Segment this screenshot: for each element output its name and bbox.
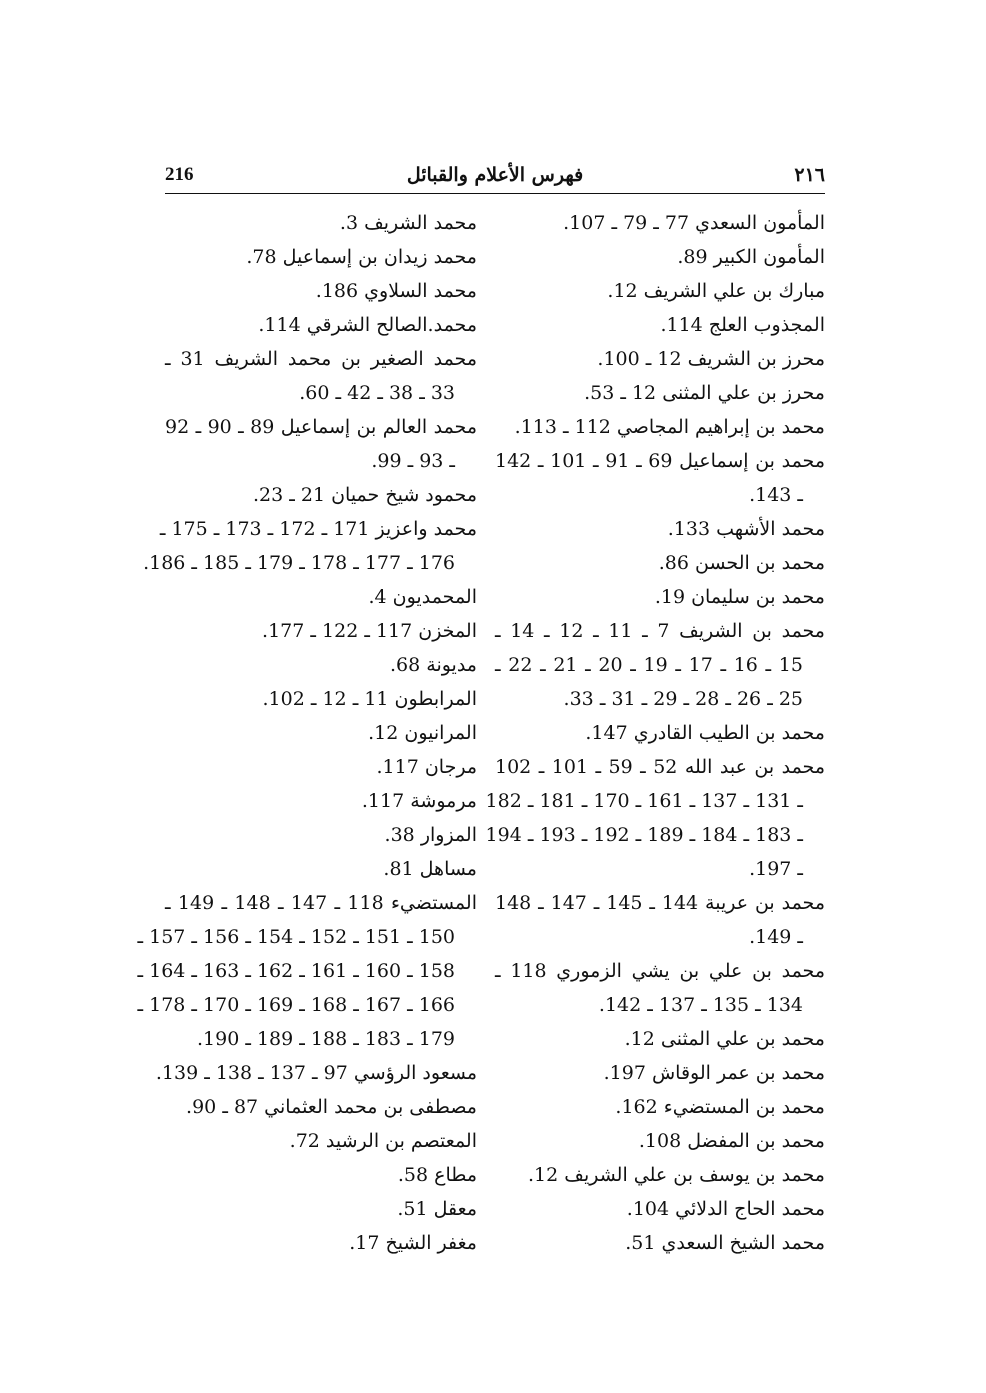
index-entry-continuation: 179 ـ 183 ـ 188 ـ 189 ـ 190. xyxy=(197,1028,455,1050)
index-entry: محمد زيدان بن إسماعيل 78. xyxy=(246,246,477,268)
index-entry: محمد بن الشريف 7 ـ 11 ـ 12 ـ 14 ـ xyxy=(495,620,825,642)
index-entry: مطاع 58. xyxy=(397,1164,477,1186)
index-entry: محمد بن عبد الله 52 ـ 59 ـ 101 ـ 102 xyxy=(495,756,825,778)
index-entry: محمد الأشهب 133. xyxy=(667,518,825,540)
index-entry: محمد بن إسماعيل 69 ـ 91 ـ 101 ـ 142 xyxy=(495,450,825,472)
index-entry-continuation: 33 ـ 38 ـ 42 ـ 60. xyxy=(299,382,455,404)
index-entry: محمد بن يوسف بن علي الشريف 12. xyxy=(528,1164,825,1186)
index-entry-continuation: ـ 197. xyxy=(749,858,803,880)
index-entry: المرابطون 11 ـ 12 ـ 102. xyxy=(262,688,477,710)
index-entry: محمد بن الطيب القادري 147. xyxy=(585,722,825,744)
page-number-arabic: ٢١٦ xyxy=(794,164,825,186)
index-entry-continuation: 15 ـ 16 ـ 17 ـ 19 ـ 20 ـ 21 ـ 22 ـ xyxy=(495,654,803,676)
index-entry: المأمون السعدي 77 ـ 79 ـ 107. xyxy=(563,212,825,234)
index-entry: محمد الشريف 3. xyxy=(339,212,477,234)
index-entry: محمد الصغير بن محمد الشريف 31 ـ xyxy=(165,348,477,370)
index-entry-continuation: ـ 143. xyxy=(749,484,803,506)
index-entry: مصطفى بن محمد العثماني 87 ـ 90. xyxy=(186,1096,477,1118)
index-column-left xyxy=(137,206,478,1260)
index-entry-continuation: 158 ـ 160 ـ 161 ـ 162 ـ 163 ـ 164 ـ xyxy=(137,960,455,982)
index-entry: محمد بن إبراهيم المجاصي 112 ـ 113. xyxy=(514,416,825,438)
page-title: فهرس الأعلام والقبائل xyxy=(406,164,584,186)
index-entry-continuation: 134 ـ 135 ـ 137 ـ 142. xyxy=(598,994,803,1016)
index-entry: محمد الشيخ السعدي 51. xyxy=(625,1232,825,1254)
index-entry: محرز بن الشريف 12 ـ 100. xyxy=(597,348,825,370)
index-entry: المأمون الكبير 89. xyxy=(677,246,825,268)
index-entry: المخزن 117 ـ 122 ـ 177. xyxy=(262,620,477,642)
index-entry: المزوار 38. xyxy=(384,824,477,846)
index-entry: مساهل 81. xyxy=(383,858,477,880)
index-entry-continuation: ـ 93 ـ 99. xyxy=(371,450,455,472)
index-entry-continuation: 150 ـ 151 ـ 152 ـ 154 ـ 156 ـ 157 ـ xyxy=(137,926,455,948)
index-entry: محمد بن علي المثنى 12. xyxy=(624,1028,825,1050)
index-entry: المرانيون 12. xyxy=(368,722,477,744)
index-entry-continuation: ـ 149. xyxy=(749,926,803,948)
index-entry: مسعود الرؤسي 97 ـ 137 ـ 138 ـ 139. xyxy=(155,1062,477,1084)
index-entry: محمد الحاج الدلائي 104. xyxy=(626,1198,825,1220)
page-number-latin: 216 xyxy=(165,164,194,185)
index-entry-continuation: 166 ـ 167 ـ 168 ـ 169 ـ 170 ـ 178 ـ xyxy=(137,994,455,1016)
index-entry: مغفر الشيخ 17. xyxy=(349,1232,477,1254)
index-entry: محمد بن المفضل 108. xyxy=(638,1130,825,1152)
index-entry: محمد بن عمر الوقاش 197. xyxy=(603,1062,825,1084)
index-entry-continuation: 25 ـ 26 ـ 28 ـ 29 ـ 31 ـ 33. xyxy=(563,688,803,710)
index-entry-continuation: ـ 183 ـ 184 ـ 189 ـ 192 ـ 193 ـ 194 xyxy=(485,824,803,846)
index-entry: مبارك بن علي الشريف 12. xyxy=(607,280,825,302)
index-entry: محرز بن علي المثنى 12 ـ 53. xyxy=(584,382,825,404)
index-entry: محمد.الصالح الشرقي 114. xyxy=(258,314,477,336)
index-entry: محمد بن الحسن 86. xyxy=(658,552,825,574)
index-entry: محمد بن سليمان 19. xyxy=(654,586,825,608)
header-rule xyxy=(165,193,825,194)
index-entry: محمد واعزيز 171 ـ 172 ـ 173 ـ 175 ـ xyxy=(159,518,477,540)
index-entry: مرموشة 117. xyxy=(361,790,477,812)
index-entry-continuation: ـ 131 ـ 137 ـ 161 ـ 170 ـ 181 ـ 182 xyxy=(485,790,803,812)
index-entry: محمد بن المستضيء 162. xyxy=(615,1096,825,1118)
index-entry: المستضيء 118 ـ 147 ـ 148 ـ 149 ـ xyxy=(165,892,477,914)
index-entry: مرجان 117. xyxy=(376,756,477,778)
index-entry: المحمديون 4. xyxy=(368,586,477,608)
index-entry: مديونة 68. xyxy=(389,654,477,676)
index-entry: محمد بن علي بن يشي الزموري 118 ـ xyxy=(495,960,825,982)
index-entry: محمد بن عريبة 144 ـ 145 ـ 147 ـ 148 xyxy=(495,892,825,914)
index-entry: محمود شيخ حميان 21 ـ 23. xyxy=(252,484,477,506)
index-entry-continuation: 176 ـ 177 ـ 178 ـ 179 ـ 185 ـ 186. xyxy=(143,552,455,574)
index-entry: محمد العالم بن إسماعيل 89 ـ 90 ـ 92 xyxy=(165,416,478,438)
page-header xyxy=(165,158,825,192)
index-entry: معقل 51. xyxy=(397,1198,477,1220)
index-column-right xyxy=(485,206,825,1260)
index-entry: المجذوب العلج 114. xyxy=(660,314,825,336)
index-entry: المعتصم بن الرشيد 72. xyxy=(289,1130,477,1152)
index-entry: محمد السلاوي 186. xyxy=(315,280,477,302)
